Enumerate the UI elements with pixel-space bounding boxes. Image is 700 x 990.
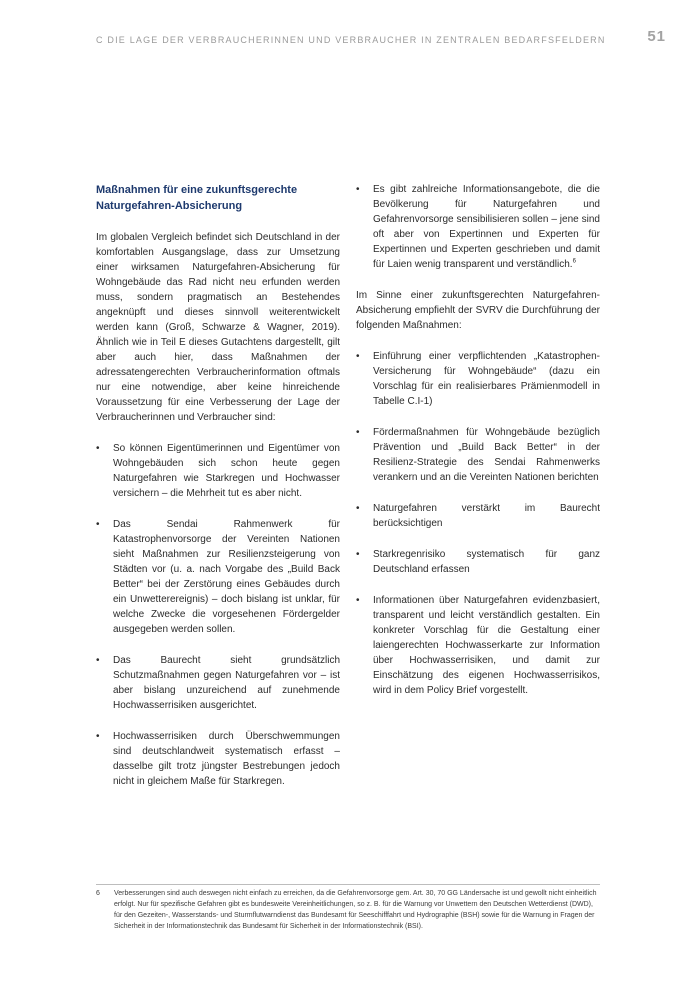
footnote-reference[interactable]: 6 xyxy=(572,258,576,265)
recommendation-intro: Im Sinne einer zukunftsgerechten Naturgefahren-Absicherung empfiehlt der SVRV die Durchführung der folgenden Maßnahmen: xyxy=(356,290,600,331)
list-item-text: Es gibt zahlreiche Informationsangebote, die die Bevölkerung für Naturgefahren und Gefahrenvorsorge sensibilisieren sollen – jene sind oft aber von Expertinnen und Experten für Expertinnen und Experten geschrieben und damit für Laien wenig transparent und verständlich. xyxy=(373,184,600,270)
footnote-divider xyxy=(96,884,600,885)
list-item xyxy=(96,653,340,713)
list-item-text: So können Eigentümerinnen und Eigentümer von Wohngebäuden sich schon heute gegen Naturgefahren wie Starkregen und Hochwasser versichern – die Mehrheit tut es aber nicht. xyxy=(113,443,340,499)
bullet-icon: • xyxy=(96,731,100,742)
measure-item xyxy=(356,593,600,698)
bullet-icon: • xyxy=(96,443,100,454)
bullet-icon: • xyxy=(356,351,360,362)
footnote-number: 6 xyxy=(96,890,100,897)
bullet-icon: • xyxy=(356,595,360,606)
bullet-icon: • xyxy=(356,427,360,438)
measure-item xyxy=(356,425,600,485)
measure-item-text: Starkregenrisiko systematisch für ganz Deutschland erfassen xyxy=(373,549,600,575)
measure-item-text: Einführung einer verpflichtenden „Katastrophen-Versicherung für Wohngebäude“ (dazu ein Vorschlag für ein realisierbares Prämienmodell in Tabelle C.I-1) xyxy=(373,351,600,407)
measure-item xyxy=(356,547,600,577)
list-item xyxy=(356,182,600,272)
running-header-title: C DIE LAGE DER VERBRAUCHERINNEN UND VERBRAUCHER IN ZENTRALEN BEDARFSFELDERN xyxy=(96,35,606,45)
bullet-icon: • xyxy=(356,184,360,195)
bullet-icon: • xyxy=(96,655,100,666)
bullet-icon: • xyxy=(96,519,100,530)
section-heading-line-1: Maßnahmen für eine zukunftsgerechte xyxy=(96,184,298,196)
bullet-icon: • xyxy=(356,503,360,514)
section-heading xyxy=(96,182,340,214)
list-item xyxy=(96,517,340,637)
measures-list xyxy=(356,349,600,698)
section-heading-line-2: Naturgefahren-Absicherung xyxy=(96,200,243,212)
measure-item-text: Naturgefahren verstärkt im Baurecht berücksichtigen xyxy=(373,503,600,529)
measure-item xyxy=(356,349,600,409)
footnote-text: Verbesserungen sind auch deswegen nicht einfach zu erreichen, da die Gefahrenvorsorge gem. Art. 30, 70 GG Ländersache ist und gewollt nicht einheitlich erfolgt. Nur für spezifische Gefahren gibt es bundesweite Vereinheitlichungen, so z. B. für die Warnung vor Unwettern den Deutschen Wetterdienst (DWD), für den Gezeiten-, Wasserstands- und Sturmflutwarndienst das Bundesamt für Seeschifffahrt und Hydrographie (BSH) sowie für die Warnung in Fragen der Sicherheit in der Informationstechnik das Bundesamt für Sicherheit in der Informationstechnik (BSI). xyxy=(114,890,597,930)
left-column xyxy=(96,182,340,805)
right-column xyxy=(356,182,600,714)
continued-problem-list xyxy=(356,182,600,272)
page-number: 51 xyxy=(647,28,666,45)
bullet-icon: • xyxy=(356,549,360,560)
measure-item-text: Informationen über Naturgefahren evidenzbasiert, transparent und leicht verständlich gestalten. Ein konkreter Vorschlag für die Gestaltung einer laiengerechten Hochwasserkarte zur Information über Hochwasserrisiken, und damit zur Einschätzung des eigenen Hochwasserrisikos, wird in dem Policy Brief vorgestellt. xyxy=(373,595,600,696)
footnote xyxy=(96,888,600,932)
list-item-text: Das Sendai Rahmenwerk für Katastrophenvorsorge der Vereinten Nationen sieht Maßnahmen zur Resilienzsteigerung von Städten vor (u. a. nach Vorgabe des „Build Back Better“ bei der Zerstörung eines Gebäudes durch ein Unwetterereignis) – doch bislang ist unklar, für welche Zwecke die vorgesehenen Fördergelder ausgegeben werden sollen. xyxy=(113,519,340,635)
measure-item-text: Fördermaßnahmen für Wohngebäude bezüglich Prävention und „Build Back Better“ in der Resilienz-Strategie des Sendai Rahmenwerks verankern und an die Vereinten Nationen berichten xyxy=(373,427,600,483)
list-item xyxy=(96,729,340,789)
intro-paragraph: Im globalen Vergleich befindet sich Deutschland in der komfortablen Ausgangslage, dass zur Umsetzung einer wirksamen Naturgefahren-Absicherung für Wohngebäude das Rad nicht neu erfunden werden muss, sondern pragmatisch an Bestehendes angeknüpft und dieses sinnvoll weiterentwickelt werden kann (Groß, Schwarze & Wagner, 2019). Ähnlich wie in Teil E dieses Gutachtens dargestellt, gilt aber auch hier, dass Maßnahmen der adressatengerechten Verbraucherinformation oftmals nur eine notwendige, aber keine hinreichende Voraussetzung für eine Verbesserung der Lage der Verbraucherinnen und Verbraucher sind: xyxy=(96,232,340,423)
list-item xyxy=(96,441,340,501)
problem-list xyxy=(96,441,340,789)
list-item-text: Das Baurecht sieht grundsätzlich Schutzmaßnahmen gegen Naturgefahren vor – ist aber bislang unzureichend auf zunehmende Hochwasserrisiken ausgerichtet. xyxy=(113,655,340,711)
measure-item xyxy=(356,501,600,531)
list-item-text: Hochwasserrisiken durch Überschwemmungen sind deutschlandweit systematisch erfasst – dasselbe gilt trotz jüngster Bestrebungen jedoch nicht in gleichem Maße für Starkregen. xyxy=(113,731,340,787)
